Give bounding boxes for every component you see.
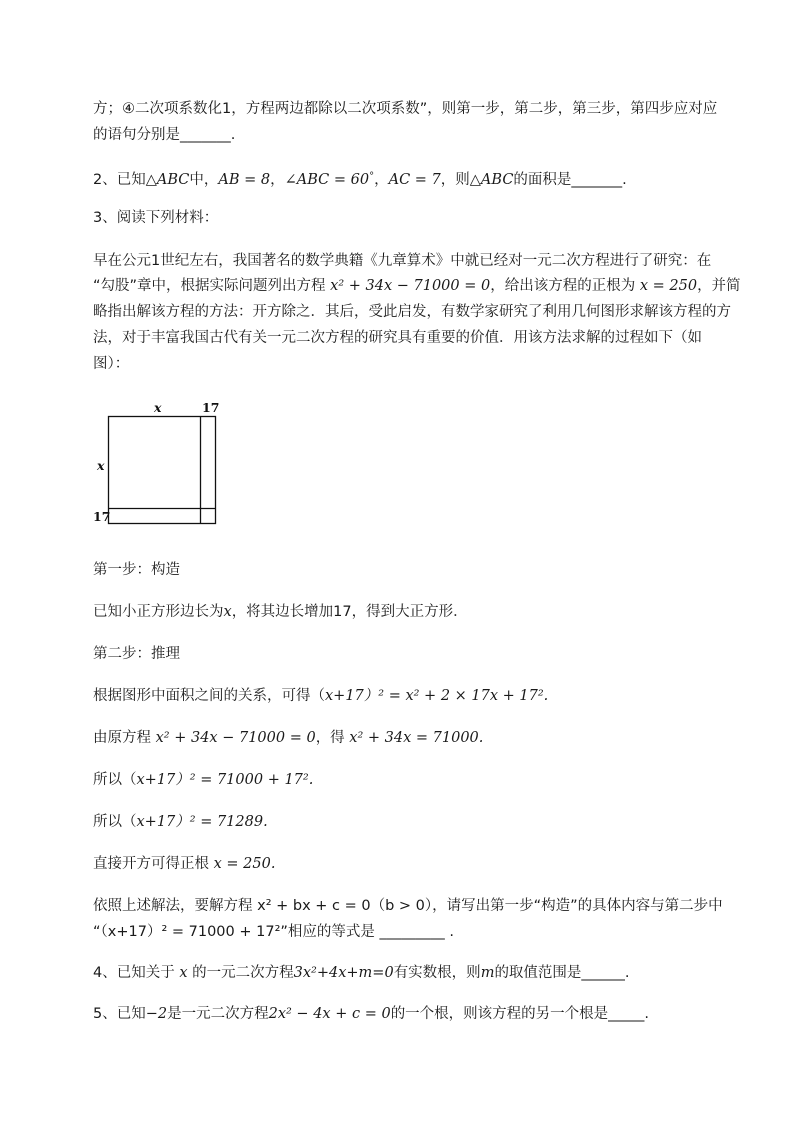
q3-p2-root: x = 250 [639, 278, 698, 294]
step-2-title: 第二步：推理 [93, 646, 180, 662]
follow-up-line-1: 依照上述解法，要解方程 x² + bx + c = 0（b > 0），请写出第一步“构造”的具体内容与第二步中 [93, 898, 723, 914]
q2-text-4: ，则 [440, 172, 470, 188]
q3-paragraph-line-1: 早在公元1世纪左右，我国著名的数学典籍《九章算术》中就已经对一元二次方程进行了研究：在 [93, 253, 712, 269]
label-left-x: x [97, 458, 105, 473]
step-1-text-b: ，将其边长增加17，得到大正方形． [231, 604, 468, 620]
step-1-text-a: 已知小正方形边长为 [93, 604, 224, 620]
reasoning-line-2 [93, 728, 483, 748]
reasoning-2-text-a: 由原方程 [93, 730, 156, 746]
q2-prefix: 2、已知 [93, 172, 146, 188]
reasoning-3-text: 所以（ [93, 772, 137, 788]
q2-text-2: ， [270, 172, 285, 188]
q2-text-1: 中， [189, 172, 219, 188]
reasoning-line-3 [93, 770, 313, 790]
q5-text-a: 5、已知 [93, 1006, 146, 1022]
question-3-title: 3、阅读下列材料： [93, 210, 219, 226]
q4-text-b: 的一元二次方程 [187, 965, 294, 981]
q2-triangle-1: △ABC [145, 172, 190, 188]
reasoning-3-equation: x+17）² = 71000 + 17². [136, 772, 314, 788]
reasoning-line-4 [93, 812, 268, 832]
label-top-x: x [154, 400, 162, 415]
reasoning-line-5 [93, 854, 275, 874]
reasoning-4-text: 所以（ [93, 814, 137, 830]
geometric-square-figure [93, 398, 243, 530]
q3-p2-text-b: ，给出该方程的正根为 [490, 278, 640, 294]
q3-p2-text-c: ，并简 [697, 278, 741, 294]
question-2 [93, 167, 627, 190]
q3-p2-equation: x² + 34x − 71000 = 0 [330, 278, 491, 294]
q4-text-c: 有实数根，则 [393, 965, 481, 981]
q3-p2-text-a: “勾股”章中，根据实际问题列出方程 [93, 278, 331, 294]
reasoning-2-text-b: ，得 [315, 730, 350, 746]
q5-text-b: 是一元二次方程 [167, 1006, 269, 1022]
q4-m: m [480, 965, 495, 981]
step-1-x: x [223, 604, 232, 620]
q2-ac: AC = 7 [388, 172, 441, 188]
reasoning-4-equation: x+17）² = 71289. [136, 814, 268, 830]
q5-value: −2 [145, 1006, 168, 1022]
intro-line-2: 的语句分别是_______. [93, 127, 236, 143]
q3-paragraph-line-3: 略指出解该方程的方法：开方除之．其后，受此启发，有数学家研究了利用几何图形求解该方程的方 [93, 304, 731, 320]
q3-paragraph-line-4: 法，对于丰富我国古代有关一元二次方程的研究具有重要的价值．用该方法求解的过程如下（如 [93, 330, 702, 346]
q4-text-a: 4、已知关于 [93, 965, 180, 981]
q2-degree: ° [369, 171, 375, 182]
reasoning-1-equation: x+17）² = x² + 2 × 17x + 17². [325, 688, 549, 704]
label-top-17: 17 [202, 400, 220, 415]
question-5 [93, 1004, 649, 1024]
q2-ab: AB = 8 [218, 172, 271, 188]
q2-text-3: ， [374, 172, 389, 188]
question-4 [93, 963, 630, 983]
q5-text-c: 的一个根，则该方程的另一个根是_____. [390, 1006, 650, 1022]
large-square [109, 417, 216, 524]
q2-angle: ∠ABC = 60 [284, 172, 370, 188]
q4-equation: 3x²+4x+m=0 [293, 965, 394, 981]
q4-text-d: 的取值范围是______. [494, 965, 630, 981]
reasoning-2-equation: x² + 34x − 71000 = 0 [155, 730, 316, 746]
step-1-title: 第一步：构造 [93, 562, 180, 578]
reasoning-2-equation-2: x² + 34x = 71000. [349, 730, 484, 746]
q5-equation: 2x² − 4x + c = 0 [268, 1006, 391, 1022]
reasoning-5-root: x = 250. [213, 856, 276, 872]
q3-paragraph-line-2 [93, 276, 741, 296]
q3-paragraph-line-5: 图）： [93, 356, 130, 372]
intro-line-1: 方；④二次项系数化1，方程两边都除以二次项系数”，则第一步，第二步，第三步，第四步应对应 [93, 101, 718, 117]
reasoning-line-1 [93, 686, 548, 706]
reasoning-1-text: 根据图形中面积之间的关系，可得（ [93, 688, 325, 704]
step-1-text [93, 602, 468, 622]
q4-x: x [179, 965, 188, 981]
q2-text-5: 的面积是_______. [513, 172, 627, 188]
follow-up-line-2: “（x+17）² = 71000 + 17²”相应的等式是 _________ . [93, 924, 454, 940]
reasoning-5-text: 直接开方可得正根 [93, 856, 214, 872]
q2-triangle-2: △ABC [469, 172, 514, 188]
label-left-17: 17 [93, 509, 111, 524]
square-diagram [93, 398, 243, 530]
